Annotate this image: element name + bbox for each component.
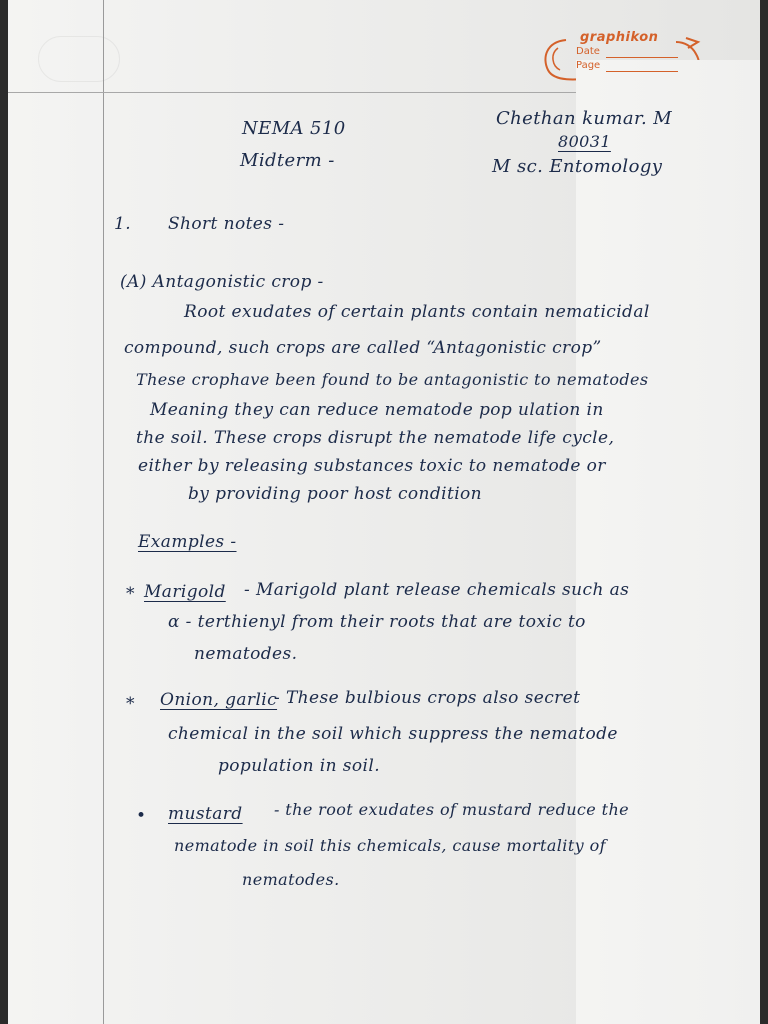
paragraph-line: Root exudates of certain plants contain nematicidal	[184, 302, 650, 322]
paragraph-line: the soil. These crops disrupt the nematode life cycle,	[136, 428, 615, 448]
paragraph-line: compound, such crops are called “Antagonistic crop”	[124, 338, 602, 358]
subsection-title: (A) Antagonistic crop -	[120, 272, 324, 292]
paragraph-line: These crophave been found to be antagonistic to nematodes	[136, 370, 649, 389]
paragraph-line: Meaning they can reduce nematode pop ulation in	[150, 400, 604, 420]
example-line: α - terthienyl from their roots that are toxic to	[168, 612, 586, 632]
example-line: - the root exudates of mustard reduce the	[274, 800, 630, 819]
faint-watermark	[38, 36, 120, 82]
example-term-onion-garlic: Onion, garlic	[160, 690, 278, 710]
exam-title: Midterm -	[240, 150, 335, 171]
paragraph-line: by providing poor host condition	[188, 484, 483, 504]
example-bullet: •	[136, 806, 147, 826]
example-line: nematode in soil this chemicals, cause mortality of	[174, 836, 606, 855]
notebook-page	[8, 0, 760, 1024]
example-line: population in soil.	[218, 756, 381, 776]
example-line: chemical in the soil which suppress the nematode	[168, 724, 618, 744]
section-number: 1.	[114, 214, 132, 234]
paragraph-line: either by releasing substances toxic to nematode or	[138, 456, 606, 476]
notebook-brand-stamp	[536, 28, 704, 88]
example-term-mustard: mustard	[168, 804, 243, 824]
margin-line	[103, 0, 104, 1024]
stamp-brand: graphikon	[580, 30, 659, 45]
example-bullet: *	[126, 694, 135, 714]
stamp-page-label: Page	[576, 60, 760, 1024]
student-program: M sc. Entomology	[492, 156, 663, 177]
example-bullet: *	[126, 584, 135, 604]
example-line: - These bulbious crops also secret	[274, 688, 581, 708]
course-code: NEMA 510	[242, 118, 346, 139]
stamp-date-label: Date	[576, 46, 600, 57]
student-id: 80031	[558, 132, 611, 151]
example-line: - Marigold plant release chemicals such as	[244, 580, 630, 600]
section-title: Short notes -	[168, 214, 285, 234]
example-line: nematodes.	[194, 644, 298, 664]
example-term-marigold: Marigold	[144, 582, 226, 602]
examples-heading: Examples -	[138, 532, 237, 552]
student-name: Chethan kumar. M	[496, 108, 673, 129]
example-line: nematodes.	[242, 870, 340, 889]
